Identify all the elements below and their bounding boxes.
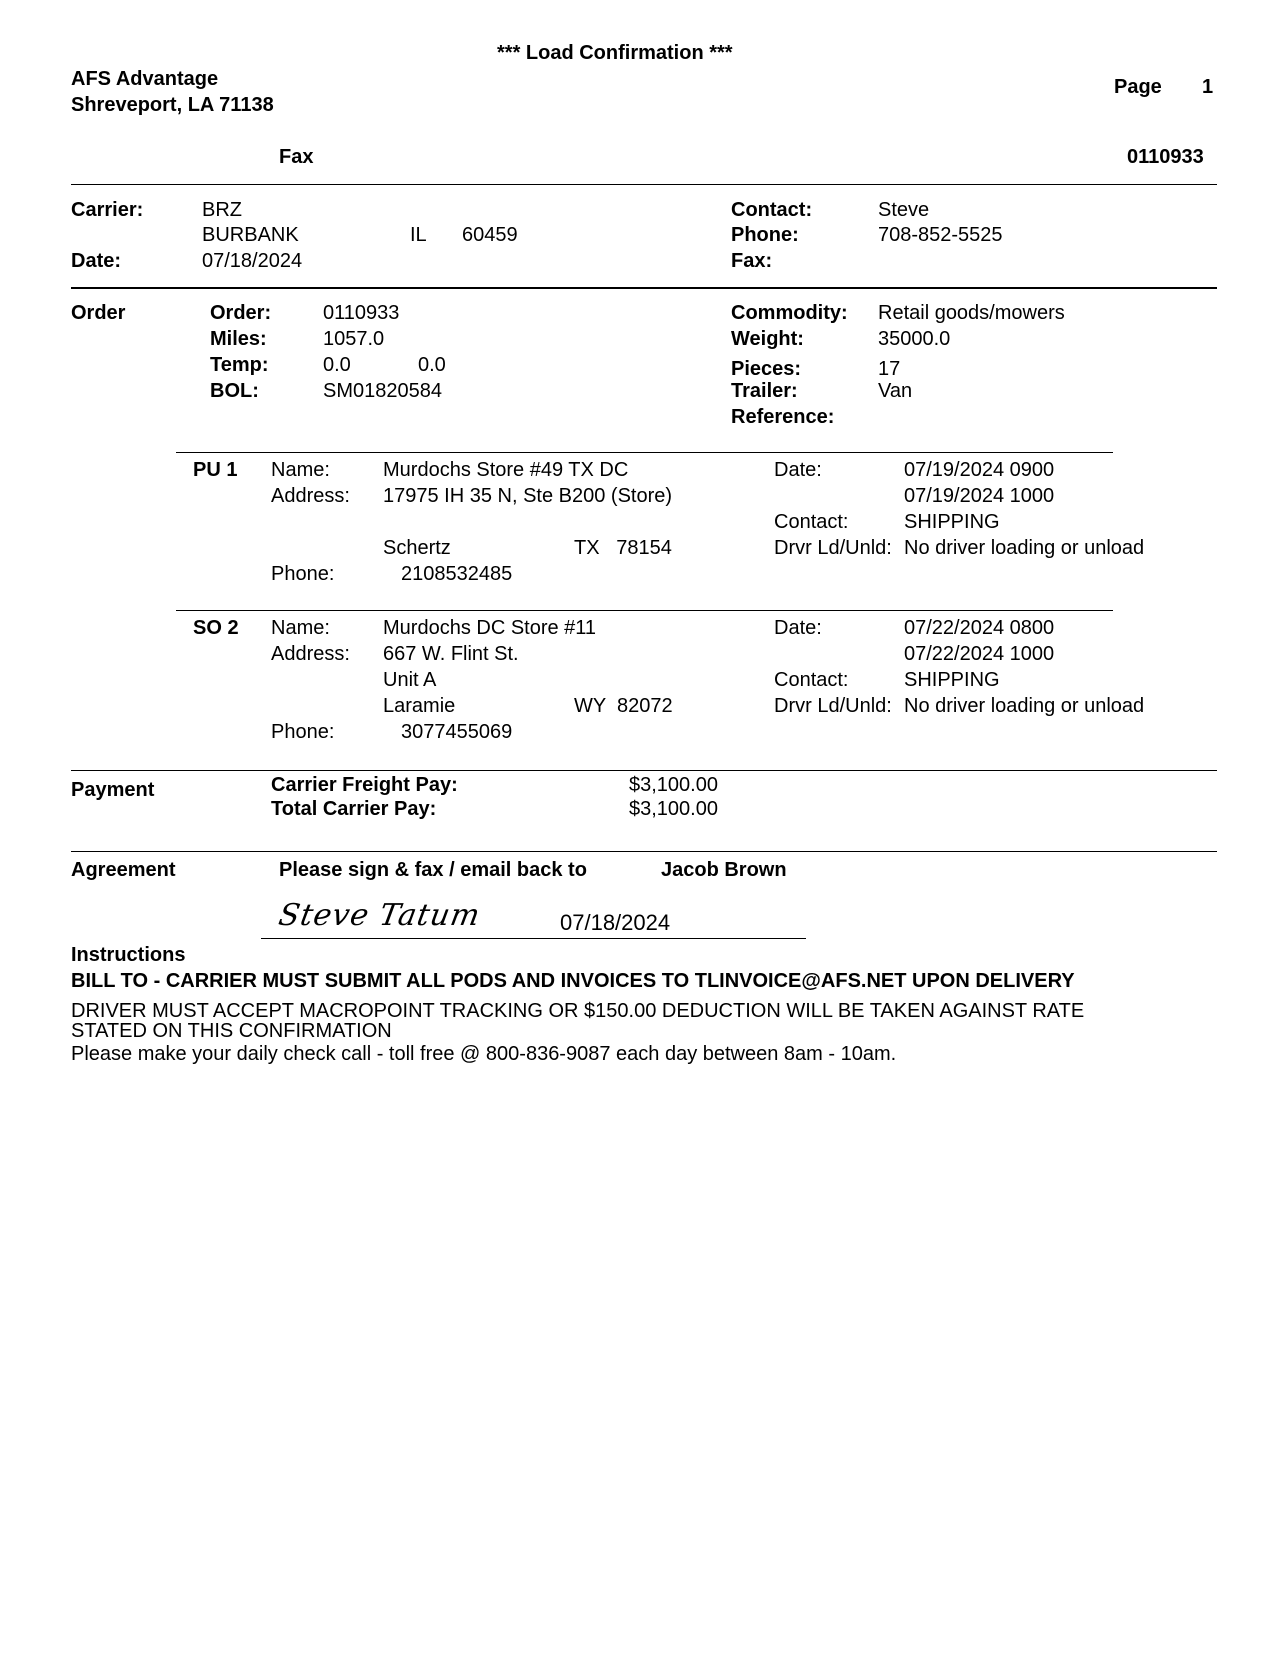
stop-address-line2: Unit A [383,669,437,691]
payment-divider [71,770,1217,771]
stop-contact: SHIPPING [904,511,1000,533]
miles-label: Miles: [210,328,267,350]
freight-pay-amount: $3,100.00 [629,774,718,796]
load-number: 0110933 [1127,146,1204,168]
stop-state-zip: TX 78154 [574,537,672,559]
carrier-state: IL [410,224,427,246]
temp-label: Temp: [210,354,269,376]
stop-date-start: 07/22/2024 0800 [904,617,1055,639]
freight-pay-label: Carrier Freight Pay: [271,774,458,796]
stop-phone: 2108532485 [401,563,513,585]
total-pay-label: Total Carrier Pay: [271,798,437,820]
stop-drvr-label: Drvr Ld/Unld: [774,695,892,717]
stop-date-end: 07/22/2024 1000 [904,643,1055,665]
stop-state-zip: WY 82072 [574,695,673,717]
stop-address-label: Address: [271,643,350,665]
signed-date: 07/18/2024 [560,910,671,935]
stop-contact: SHIPPING [904,669,1000,691]
stop-date-end: 07/19/2024 1000 [904,485,1055,507]
order-number: 0110933 [323,302,400,324]
signature: Steve Tatum [276,898,484,933]
stop-date-label: Date: [774,459,822,481]
carrier-date: 07/18/2024 [202,250,303,272]
date-label: Date: [71,250,122,272]
stop-city: Laramie [383,695,456,717]
signature-line [261,938,806,939]
stop-drvr: No driver loading or unload [904,537,1145,559]
stop-name-label: Name: [271,459,330,481]
page-number: 1 [1202,76,1214,98]
order-temp-max: 0.0 [418,354,446,376]
carrier-phone: 708-852-5525 [878,224,1003,246]
carrier-contact: Steve [878,199,930,221]
company-city: Shreveport, LA 71138 [71,94,274,116]
payment-section-label: Payment [71,779,155,801]
stop-drvr: No driver loading or unload [904,695,1145,717]
instructions-line-3: Please make your daily check call - toll free @ 800-836-9087 each day between 8am - 10am. [71,1043,897,1065]
stop-phone-label: Phone: [271,721,335,743]
order-pieces: 17 [878,358,901,380]
instructions-line-2b: STATED ON THIS CONFIRMATION [71,1020,392,1042]
instructions-label: Instructions [71,944,186,966]
stop-address-line1: 667 W. Flint St. [383,643,519,665]
stop-date-label: Date: [774,617,822,639]
stop-phone-label: Phone: [271,563,335,585]
carrier-code: BRZ [202,199,242,221]
carrier-divider [71,287,1217,289]
agreement-recipient: Jacob Brown [661,859,787,881]
stop-contact-label: Contact: [774,511,849,533]
stop-phone: 3077455069 [401,721,513,743]
fax-label: Fax [279,146,314,168]
stop-divider [176,610,1113,611]
order-commodity: Retail goods/mowers [878,302,1065,324]
instructions-line-1: BILL TO - CARRIER MUST SUBMIT ALL PODS AND INVOICES TO TLINVOICE@AFS.NET UPON DELIVERY [71,970,1075,992]
document-title: *** Load Confirmation *** [497,42,733,64]
carrier-zip: 60459 [462,224,518,246]
stop-name-label: Name: [271,617,330,639]
order-section-label: Order [71,302,126,324]
order-trailer: Van [878,380,913,402]
stop-code: SO 2 [193,617,239,639]
page-label: Page [1114,76,1162,98]
phone-label: Phone: [731,224,799,246]
stop-name: Murdochs Store #49 TX DC [383,459,629,481]
stop-contact-label: Contact: [774,669,849,691]
total-pay-amount: $3,100.00 [629,798,718,820]
stop-date-start: 07/19/2024 0900 [904,459,1055,481]
commodity-label: Commodity: [731,302,848,324]
order-weight: 35000.0 [878,328,951,350]
instructions-line-2a: DRIVER MUST ACCEPT MACROPOINT TRACKING OR $150.00 DEDUCTION WILL BE TAKEN AGAINST RATE [71,1000,1085,1022]
weight-label: Weight: [731,328,804,350]
pieces-label: Pieces: [731,358,802,380]
stop-address-label: Address: [271,485,350,507]
stop-code: PU 1 [193,459,238,481]
agreement-section-label: Agreement [71,859,176,881]
carrier-label: Carrier: [71,199,144,221]
carrier-city: BURBANK [202,224,299,246]
trailer-label: Trailer: [731,380,798,402]
bol-label: BOL: [210,380,259,402]
reference-label: Reference: [731,406,835,428]
company-name: AFS Advantage [71,68,219,90]
stop-city: Schertz [383,537,451,559]
agreement-prompt: Please sign & fax / email back to [279,859,587,881]
order-bol: SM01820584 [323,380,442,402]
stop-name: Murdochs DC Store #11 [383,617,597,639]
contact-label: Contact: [731,199,813,221]
order-miles: 1057.0 [323,328,385,350]
order-label: Order: [210,302,272,324]
carrier-fax-label: Fax: [731,250,773,272]
stop-divider [176,452,1113,453]
agreement-divider [71,851,1217,852]
stop-address-line1: 17975 IH 35 N, Ste B200 (Store) [383,485,673,507]
header-divider [71,184,1217,185]
stop-drvr-label: Drvr Ld/Unld: [774,537,892,559]
order-temp-min: 0.0 [323,354,351,376]
